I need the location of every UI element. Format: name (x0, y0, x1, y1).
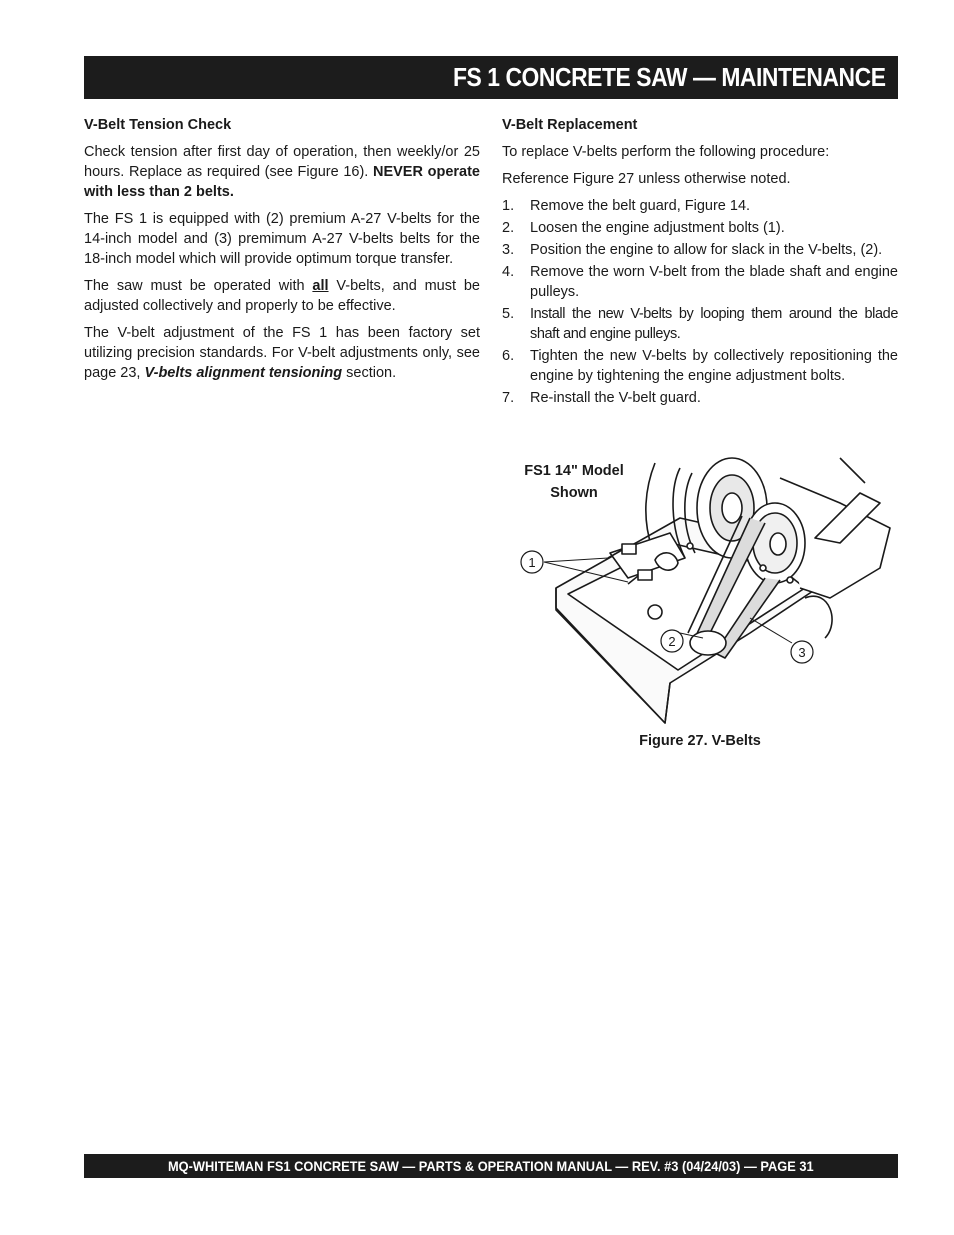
step-text: Re-install the V-belt guard. (530, 390, 701, 406)
operate-all-pre: The saw must be operated with (84, 278, 313, 294)
page-title: FS 1 CONCRETE SAW — MAINTENANCE (453, 62, 886, 92)
step-text: Remove the worn V-belt from the blade shaft and engine pulleys. (530, 264, 898, 300)
factory-adjustment-pre: The V-belt adjustment of the FS 1 has been factory set utilizing precision standards. For V-belt adjustments only, see page 23, (84, 325, 480, 381)
factory-adjustment-post: section. (342, 365, 397, 381)
rivet (787, 577, 793, 583)
replacement-reference: Reference Figure 27 unless otherwise noted. (502, 171, 791, 187)
callout-label-3: 3 (798, 645, 806, 660)
step-item (502, 218, 898, 238)
step-item (502, 304, 898, 344)
adjustment-bolt-lower (638, 570, 652, 580)
step-text: Position the engine to allow for slack in the V-belts, (2). (530, 242, 883, 258)
step-text: Tighten the new V-belts by collectively repositioning the engine by tightening the engine adjustment bolts. (530, 348, 898, 384)
page-header-bar (84, 56, 898, 99)
step-number: 2. (502, 220, 515, 236)
step-item (502, 240, 898, 260)
paragraph-belt-equipment: The FS 1 is equipped with (2) premium A-27 V-belts for the 14-inch model and (3) premimum A-27 V-belts belts for the 18-inch model which will provide optimum torque transfer. (84, 211, 480, 267)
step-number: 4. (502, 264, 515, 280)
section-heading-tension-check: V-Belt Tension Check (84, 117, 232, 133)
alignment-section-reference: V-belts alignment tensioning (144, 365, 343, 381)
step-number: 6. (502, 348, 515, 364)
page-footer-bar (84, 1154, 898, 1178)
never-operate-warning: NEVER operate with less than 2 belts. (84, 164, 480, 200)
rivet (687, 543, 693, 549)
step-text: Install the new V-belts by looping them around the blade shaft and engine pulleys. (530, 306, 898, 342)
step-item (502, 388, 898, 408)
replacement-intro: To replace V-belts perform the following procedure: (502, 144, 830, 160)
rivet (760, 565, 766, 571)
callout-leader-1 (544, 558, 608, 562)
step-item (502, 346, 898, 386)
all-emphasis: all (312, 278, 329, 294)
section-heading-replacement: V-Belt Replacement (502, 117, 638, 133)
step-number: 1. (502, 198, 515, 214)
figure-caption: Figure 27. V-Belts (639, 733, 761, 749)
left-column (84, 115, 480, 390)
callout-leader-3 (750, 618, 792, 643)
step-text: Remove the belt guard, Figure 14. (530, 198, 751, 214)
callout-label-2: 2 (668, 634, 676, 649)
footer-text: MQ-WHITEMAN FS1 CONCRETE SAW — PARTS & OPERATION MANUAL — REV. #3 (04/24/03) — PAGE 31 (168, 1158, 814, 1174)
blade-wheel-edge (805, 596, 832, 638)
blade-pulley-hub (770, 533, 786, 555)
paragraph-operate-all-belts (84, 276, 480, 316)
step-text: Loosen the engine adjustment bolts (1). (530, 220, 785, 236)
blade-guard-top (840, 458, 865, 483)
adjustment-bolt-upper (622, 544, 636, 554)
step-item (502, 262, 898, 302)
step-number: 3. (502, 242, 515, 258)
step-item (502, 196, 898, 216)
engine-pulley (690, 631, 726, 655)
replacement-steps-list (502, 196, 898, 408)
paragraph-factory-adjustment (84, 323, 480, 383)
figure-note-line1: FS1 14" Model (524, 463, 624, 479)
check-tension-text: Check tension after first day of operation, then weekly/or 25 hours. Replace as required (see Figure 16). (84, 144, 480, 180)
v-belt-illustration (510, 448, 900, 733)
step-number: 5. (502, 306, 515, 322)
step-number: 7. (502, 390, 515, 406)
bolt-head-base (648, 605, 662, 619)
callout-label-1: 1 (528, 555, 536, 570)
figure-note-line2: Shown (550, 485, 598, 501)
operate-all-post: V-belts, and must be adjusted collectively and properly to be effective. (84, 278, 480, 314)
paragraph-check-tension (84, 142, 480, 202)
bearing-hub (722, 493, 742, 523)
right-column (502, 115, 898, 410)
